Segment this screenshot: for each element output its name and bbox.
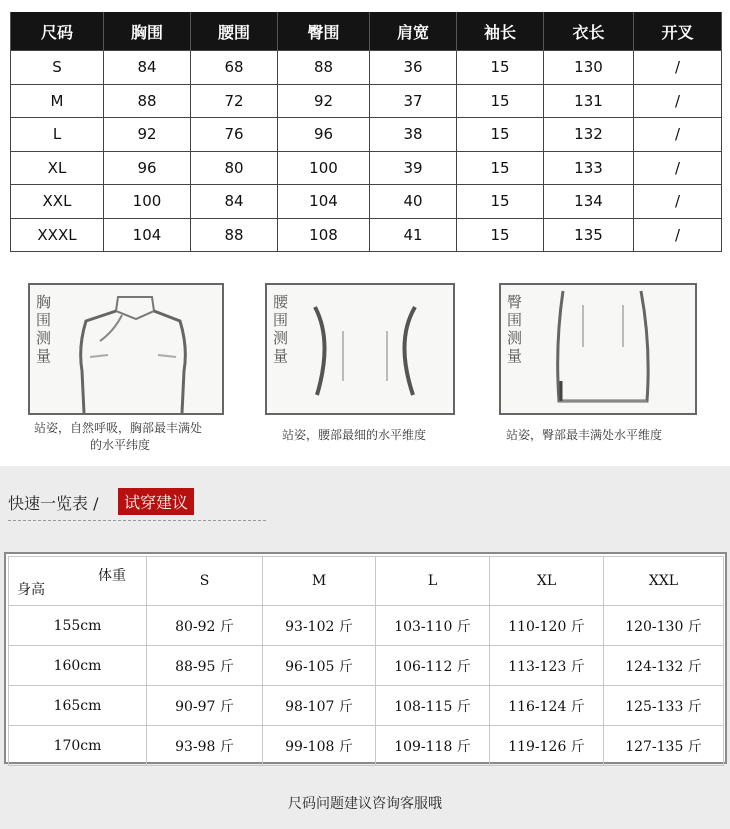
chest-measure-panel: [28, 283, 224, 415]
table-cell: 104: [104, 218, 191, 252]
header-size: 尺码: [11, 12, 104, 51]
waist-illustration: [267, 285, 453, 413]
size-header: XL: [490, 557, 604, 606]
table-cell: 104: [278, 185, 370, 219]
weight-range-cell: 109-118 斤: [376, 726, 490, 766]
header-waist: 腰围: [191, 12, 278, 51]
table-cell: 15: [457, 151, 544, 185]
table-cell: 68: [191, 51, 278, 85]
table-cell: 15: [457, 51, 544, 85]
table-row: [11, 218, 722, 252]
waist-measure-panel: [265, 283, 455, 415]
table-cell: 100: [104, 185, 191, 219]
table-cell: 76: [191, 118, 278, 152]
weight-range-cell: 90-97 斤: [147, 686, 263, 726]
height-cell: 165cm: [9, 686, 147, 726]
fit-table-frame: [4, 552, 727, 764]
table-cell: 96: [104, 151, 191, 185]
weight-range-cell: 96-105 斤: [263, 646, 376, 686]
table-cell: 131: [544, 84, 634, 118]
weight-range-cell: 124-132 斤: [604, 646, 724, 686]
fit-table: [8, 556, 724, 766]
table-cell: /: [634, 118, 722, 152]
weight-range-cell: 103-110 斤: [376, 606, 490, 646]
table-cell: 84: [104, 51, 191, 85]
weight-range-cell: 80-92 斤: [147, 606, 263, 646]
table-cell: 134: [544, 185, 634, 219]
table-cell: 108: [278, 218, 370, 252]
table-cell: /: [634, 84, 722, 118]
waist-measure-label: 腰围测量: [273, 293, 289, 365]
size-table-header-row: [11, 12, 722, 51]
chest-measure-label: 胸围测量: [36, 293, 52, 365]
table-row: [9, 686, 724, 726]
hip-caption: 站姿，臀部最丰满处水平维度: [506, 428, 663, 442]
height-cell: 170cm: [9, 726, 147, 766]
table-row: [11, 84, 722, 118]
table-cell: 39: [370, 151, 457, 185]
weight-range-cell: 127-135 斤: [604, 726, 724, 766]
corner-cell: [9, 557, 147, 606]
table-cell: 36: [370, 51, 457, 85]
waist-caption: 站姿，腰部最细的水平维度: [282, 428, 427, 442]
size-header: L: [376, 557, 490, 606]
header-sleeve: 袖长: [457, 12, 544, 51]
table-cell: M: [11, 84, 104, 118]
try-on-advice-badge: 试穿建议: [118, 488, 194, 515]
fit-suggestion-section: [0, 466, 730, 829]
table-row: [11, 118, 722, 152]
weight-range-cell: 116-124 斤: [490, 686, 604, 726]
weight-range-cell: 120-130 斤: [604, 606, 724, 646]
table-cell: 92: [104, 118, 191, 152]
table-cell: 37: [370, 84, 457, 118]
header-length: 衣长: [544, 12, 634, 51]
table-cell: 88: [278, 51, 370, 85]
weight-label: 体重: [98, 568, 126, 584]
table-cell: /: [634, 51, 722, 85]
table-cell: 84: [191, 185, 278, 219]
table-cell: 88: [104, 84, 191, 118]
weight-range-cell: 98-107 斤: [263, 686, 376, 726]
weight-range-cell: 119-126 斤: [490, 726, 604, 766]
weight-range-cell: 125-133 斤: [604, 686, 724, 726]
size-header: M: [263, 557, 376, 606]
weight-range-cell: 110-120 斤: [490, 606, 604, 646]
chest-caption-line1: 站姿，自然呼吸，胸部最丰满处: [34, 421, 203, 435]
table-cell: 100: [278, 151, 370, 185]
table-row: [11, 51, 722, 85]
table-cell: 133: [544, 151, 634, 185]
table-cell: 130: [544, 51, 634, 85]
weight-range-cell: 113-123 斤: [490, 646, 604, 686]
table-cell: 72: [191, 84, 278, 118]
title-divider: [8, 520, 266, 521]
size-header: XXL: [604, 557, 724, 606]
size-table: [10, 12, 722, 252]
table-cell: 15: [457, 218, 544, 252]
hip-measure-panel: [499, 283, 697, 415]
table-cell: 38: [370, 118, 457, 152]
table-cell: XXXL: [11, 218, 104, 252]
table-cell: 15: [457, 185, 544, 219]
hip-measure-label: 臀围测量: [507, 293, 523, 365]
table-row: [9, 606, 724, 646]
table-cell: 96: [278, 118, 370, 152]
table-cell: 41: [370, 218, 457, 252]
height-cell: 160cm: [9, 646, 147, 686]
weight-range-cell: 93-102 斤: [263, 606, 376, 646]
weight-range-cell: 108-115 斤: [376, 686, 490, 726]
table-cell: /: [634, 185, 722, 219]
fit-table-header-row: [9, 557, 724, 606]
header-slit: 开叉: [634, 12, 722, 51]
table-row: [9, 726, 724, 766]
weight-range-cell: 106-112 斤: [376, 646, 490, 686]
header-hip: 臀围: [278, 12, 370, 51]
table-row: [11, 151, 722, 185]
table-cell: XXL: [11, 185, 104, 219]
customer-service-note: 尺码问题建议咨询客服哦: [288, 796, 442, 812]
table-cell: 40: [370, 185, 457, 219]
chest-caption-line2: 的水平纬度: [90, 438, 151, 452]
header-shoulder: 肩宽: [370, 12, 457, 51]
qipao-chest-illustration: [30, 285, 222, 413]
height-cell: 155cm: [9, 606, 147, 646]
table-cell: 15: [457, 84, 544, 118]
weight-range-cell: 88-95 斤: [147, 646, 263, 686]
table-cell: 132: [544, 118, 634, 152]
weight-range-cell: 93-98 斤: [147, 726, 263, 766]
table-cell: 92: [278, 84, 370, 118]
header-chest: 胸围: [104, 12, 191, 51]
quick-table-title: 快速一览表 /: [8, 494, 99, 513]
table-cell: XL: [11, 151, 104, 185]
table-cell: /: [634, 218, 722, 252]
size-header: S: [147, 557, 263, 606]
table-cell: 88: [191, 218, 278, 252]
weight-range-cell: 99-108 斤: [263, 726, 376, 766]
table-row: [9, 646, 724, 686]
table-cell: L: [11, 118, 104, 152]
table-cell: 80: [191, 151, 278, 185]
height-label: 身高: [17, 582, 45, 598]
table-cell: /: [634, 151, 722, 185]
table-cell: 15: [457, 118, 544, 152]
table-cell: S: [11, 51, 104, 85]
table-cell: 135: [544, 218, 634, 252]
qipao-hip-illustration: [501, 285, 695, 413]
table-row: [11, 185, 722, 219]
